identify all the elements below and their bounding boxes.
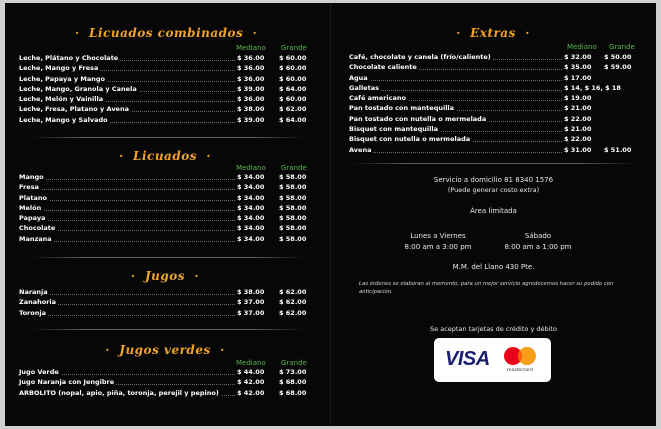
item-price-mediano: $ 35.00 (564, 63, 592, 72)
item-price-mediano: $ 38.00 (237, 105, 265, 114)
section-title-text: Licuados (133, 149, 197, 163)
item-name: Café, chocolate y canela (frío/caliente) (349, 53, 491, 61)
mastercard-circles-icon (500, 346, 540, 368)
menu-item (19, 308, 319, 318)
col-header-mediano: Mediano (567, 43, 597, 51)
item-price-grande: $ 62.00 (279, 298, 307, 307)
menu-item (349, 62, 649, 72)
section-items (19, 287, 319, 318)
section-title-extras: · Extras · (456, 26, 530, 40)
item-name: Leche, Plátano y Chocolate (19, 54, 119, 62)
menu-item (349, 93, 649, 103)
item-price-mediano: $ 34.00 (237, 193, 265, 202)
saturday-label: Sábado (524, 232, 552, 240)
item-name: ARBOLITO (nopal, apio, piña, toronja, perejil y pepino) (19, 388, 219, 397)
item-name: Pan tostado con nutella o mermelada (349, 114, 487, 123)
item-price-grande: $ 60.00 (279, 64, 307, 73)
saturday-hours: 8:00 am a 1:00 pm (504, 243, 572, 251)
menu-item (349, 134, 649, 144)
item-price-mediano: $ 22.00 (564, 135, 592, 144)
item-price-grande: $ 68.00 (279, 388, 307, 397)
item-price-grande: $ 73.00 (279, 368, 307, 376)
item-price-grande: $ 62.00 (279, 308, 307, 317)
item-price-grande: $ 50.00 (604, 53, 632, 61)
item-price-mediano: $ 31.00 (564, 145, 592, 154)
menu-item (349, 73, 649, 83)
menu-item (19, 203, 319, 213)
item-price-mediano: $ 36.00 (237, 95, 265, 104)
item-price-grande: $ 64.00 (279, 115, 307, 124)
item-price-mediano: $ 34.00 (237, 183, 265, 192)
item-name: Manzana (19, 234, 52, 243)
item-price-mediano: $ 19.00 (564, 94, 592, 103)
menu-item (19, 74, 319, 84)
item-name: Toronja (19, 308, 46, 317)
menu-item (349, 83, 649, 93)
item-price-mediano: $ 42.00 (237, 378, 265, 387)
col-header-grande: Grande (609, 43, 635, 51)
menu-item (19, 297, 319, 307)
item-price-grande: $ 58.00 (279, 224, 307, 233)
menu-item (19, 287, 319, 297)
payment-cards-badge (434, 338, 551, 382)
section-title-jugos-verdes: · Jugos verdes · (105, 343, 225, 357)
item-name: Jugo Naranja con Jengibre (19, 378, 115, 387)
item-price-mediano: $ 21.00 (564, 104, 592, 113)
item-price-mediano: $ 34.00 (237, 173, 265, 181)
menu-item (19, 377, 319, 387)
item-price-grande: $ 59.00 (604, 63, 632, 72)
section-items (19, 53, 319, 125)
item-price-mediano: $ 17.00 (564, 73, 592, 82)
weekday-label: Lunes a Viernes (410, 232, 466, 240)
cards-accepted-text: Se aceptan tarjetas de crédito y débito (430, 325, 557, 333)
item-name: Leche, Mango y Salvado (19, 115, 108, 124)
menu-item (19, 115, 319, 125)
section-items (19, 172, 319, 244)
mastercard-label: mastercard (507, 368, 533, 373)
menu-item (19, 94, 319, 104)
menu-item (349, 114, 649, 124)
item-price-grande: $ 58.00 (279, 203, 307, 212)
item-price-mediano: $ 36.00 (237, 64, 265, 73)
item-name: Jugo Verde (19, 368, 59, 376)
item-name: Agua (349, 73, 368, 82)
item-price-grande: $ 62.00 (279, 288, 307, 296)
menu-left-page (5, 3, 331, 426)
col-header-mediano: Mediano (236, 359, 266, 367)
item-price-mediano: $ 38.00 (237, 288, 265, 296)
menu-item (19, 223, 319, 233)
menu-item (19, 53, 319, 63)
item-price-mediano: $ 37.00 (237, 308, 265, 317)
item-name: Pan tostado con mantequilla (349, 104, 455, 113)
item-price-grande: $ 60.00 (279, 95, 307, 104)
item-price-mediano: $ 34.00 (237, 224, 265, 233)
item-price-grande: $ 68.00 (279, 378, 307, 387)
item-name: Bisquet con nutella o mermelada (349, 135, 471, 144)
item-price-mediano: $ 14, $ 16, $ 18 (564, 83, 621, 92)
item-price-mediano: $ 39.00 (237, 84, 265, 93)
item-name: Leche, Melón y Vainilla (19, 95, 104, 104)
item-name: Mango (19, 173, 44, 181)
menu-item (19, 84, 319, 94)
item-name: Leche, Mango, Granola y Canela (19, 84, 137, 93)
item-name: Leche, Papaya y Mango (19, 74, 105, 83)
menu-item (19, 388, 319, 398)
item-price-mediano: $ 21.00 (564, 125, 592, 134)
delivery-note: (Puede generar costo extra) (447, 186, 540, 194)
section-divider (351, 163, 636, 164)
visa-logo: VISA (445, 348, 490, 370)
item-name: Avena (349, 145, 372, 154)
menu-item (19, 104, 319, 114)
section-divider (30, 137, 306, 138)
section-items (349, 52, 649, 155)
menu-item (19, 63, 319, 73)
item-price-grande: $ 64.00 (279, 84, 307, 93)
col-header-grande: Grande (281, 44, 307, 52)
menu-item (349, 145, 649, 155)
section-title-text: Extras (470, 26, 516, 40)
menu-item (19, 193, 319, 203)
col-header-grande: Grande (281, 164, 307, 172)
item-name: Fresa (19, 183, 39, 192)
item-name: Chocolate caliente (349, 63, 417, 72)
menu-item (19, 234, 319, 244)
menu-item (349, 103, 649, 113)
item-name: Naranja (19, 288, 48, 296)
section-divider (30, 257, 306, 258)
item-name: Leche, Mango y Fresa (19, 64, 99, 73)
item-name: Platano (19, 193, 47, 202)
item-price-grande: $ 58.00 (279, 214, 307, 223)
menu-item (349, 124, 649, 134)
item-price-grande: $ 58.00 (279, 193, 307, 202)
menu-item (19, 182, 319, 192)
item-price-grande: $ 58.00 (279, 183, 307, 192)
item-price-mediano: $ 37.00 (237, 298, 265, 307)
section-title-text: Licuados combinados (89, 26, 244, 40)
item-price-mediano: $ 34.00 (237, 203, 265, 212)
item-price-grande: $ 51.00 (604, 145, 632, 154)
item-price-mediano: $ 36.00 (237, 54, 265, 62)
section-title-jugos: · Jugos · (130, 269, 200, 283)
item-price-grande: $ 58.00 (279, 234, 307, 243)
section-title-text: Jugos (144, 269, 186, 283)
item-name: Chocolate (19, 224, 56, 233)
section-items (19, 367, 319, 398)
menu-right-page (331, 3, 656, 426)
item-price-mediano: $ 42.00 (237, 388, 265, 397)
item-price-mediano: $ 32.00 (564, 53, 592, 61)
item-name: Papaya (19, 214, 46, 223)
item-price-mediano: $ 22.00 (564, 114, 592, 123)
item-name: Leche, Fresa, Platano y Avena (19, 105, 129, 114)
item-price-grande: $ 58.00 (279, 173, 307, 181)
address: M.M. del Llano 430 Pte. (452, 263, 535, 271)
item-price-grande: $ 62.00 (279, 105, 307, 114)
col-header-grande: Grande (281, 359, 307, 367)
section-title-licuados: · Licuados · (118, 149, 212, 163)
section-title-licuados-combinados: · Licuados combinados · (75, 26, 258, 40)
section-title-text: Jugos verdes (119, 343, 211, 357)
advance-order-note: Las órdenes se elaboran al momento, para un mejor servicio agredecemos hacer su pedido con anticipación. (359, 281, 614, 295)
item-name: Bisquet con mantequilla (349, 125, 438, 134)
weekday-hours: 8:00 am a 3:00 pm (404, 243, 472, 251)
item-name: Zanahoria (19, 298, 57, 307)
service-area: Área limitada (470, 207, 517, 215)
mastercard-logo (500, 346, 540, 376)
col-header-mediano: Mediano (236, 44, 266, 52)
menu-item (19, 367, 319, 377)
item-price-mediano: $ 44.00 (237, 368, 265, 376)
item-price-grande: $ 60.00 (279, 74, 307, 83)
menu-item (349, 52, 649, 62)
item-price-grande: $ 60.00 (279, 54, 307, 62)
item-price-mediano: $ 36.00 (237, 74, 265, 83)
item-name: Galletas (349, 83, 379, 92)
item-name: Melón (19, 203, 42, 212)
menu-item (19, 213, 319, 223)
menu-item (19, 172, 319, 182)
section-divider (30, 329, 306, 330)
item-price-mediano: $ 34.00 (237, 234, 265, 243)
delivery-info: Servicio a domicilio 81 8340 1576 (433, 176, 554, 184)
col-header-mediano: Mediano (236, 164, 266, 172)
item-price-mediano: $ 39.00 (237, 115, 265, 124)
item-price-mediano: $ 34.00 (237, 214, 265, 223)
item-name: Café americano (349, 94, 406, 103)
